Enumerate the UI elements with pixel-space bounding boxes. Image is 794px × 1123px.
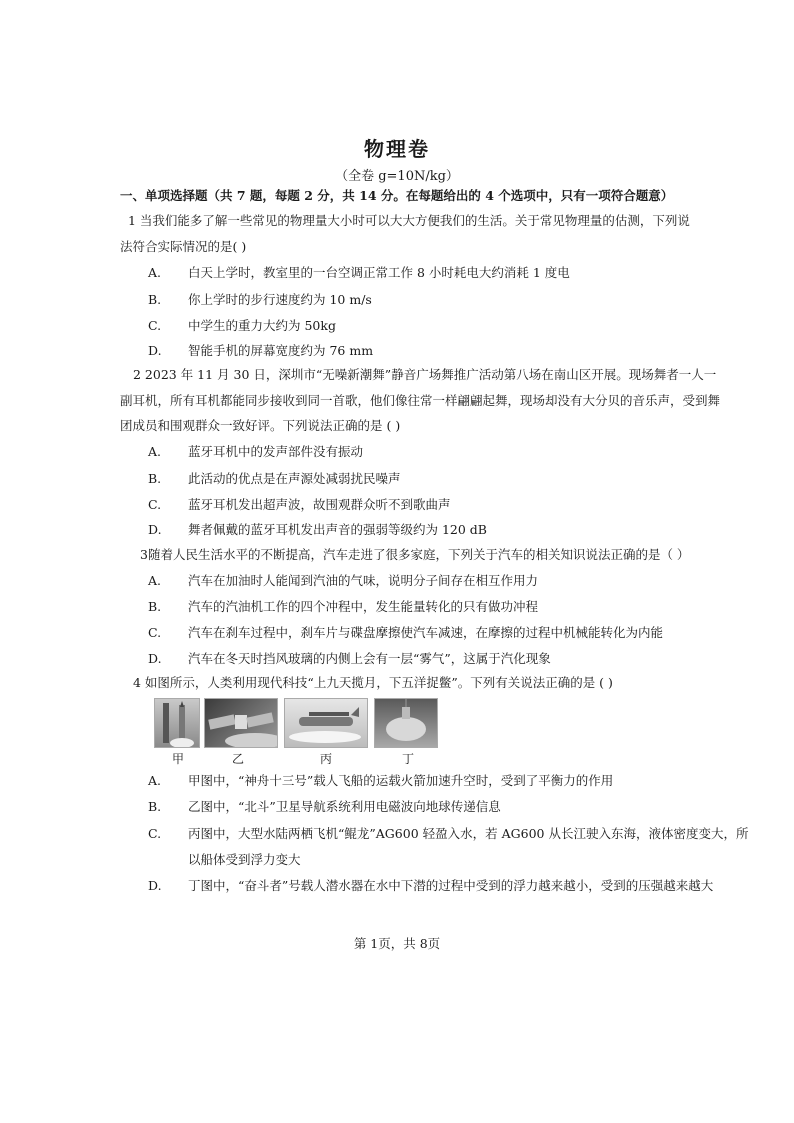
question-2-option-a: A. 蓝牙耳机中的发声部件没有振动: [148, 444, 364, 459]
submersible-image: [374, 698, 438, 748]
question-2-line-2: 副耳机，所有耳机都能同步接收到同一首歌，他们像往常一样翩翩起舞，现场却没有大分贝的音乐声，受到舞: [120, 393, 721, 408]
question-3-option-b: B. 汽车的汽油机工作的四个冲程中，发生能量转化的只有做功冲程: [148, 599, 539, 614]
question-1-option-b: B. 你上学时的步行速度约为 10 m/s: [148, 292, 372, 307]
question-2-line-3: 团成员和围观群众一致好评。下列说法正确的是 ( ): [120, 418, 401, 433]
question-4-option-d: D. 丁图中，“奋斗者”号载人潜水器在水中下潜的过程中受到的浮力越来越小，受到的压强越来越大: [148, 878, 714, 893]
picture-label-ding: 丁: [402, 752, 415, 766]
amphibious-plane-image: [284, 698, 368, 748]
picture-label-bing: 丙: [320, 752, 333, 766]
picture-label-jia: 甲: [172, 752, 185, 766]
question-1-option-a: A. 白天上学时，教室里的一台空调正常工作 8 小时耗电大约消耗 1 度电: [148, 265, 570, 280]
section-heading: 一、单项选择题（共 7 题，每题 2 分，共 14 分。在每题给出的 4 个选项中，只有一项符合题意）: [120, 188, 674, 203]
question-1-line-2: 法符合实际情况的是( ): [120, 239, 247, 254]
page-subtitle: （全卷 g=10N/kg）: [335, 169, 459, 184]
question-2-option-d: D. 舞者佩戴的蓝牙耳机发出声音的强弱等级约为 120 dB: [148, 522, 487, 537]
question-3-option-a: A. 汽车在加油时人能闻到汽油的气味，说明分子间存在相互作用力: [148, 573, 539, 588]
question-3-line-1: 3随着人民生活水平的不断提高，汽车走进了很多家庭，下列关于汽车的相关知识说法正确的是（ ）: [140, 547, 690, 562]
question-4-option-c-continued: 以船体受到浮力变大: [188, 852, 301, 867]
question-3-option-d: D. 汽车在冬天时挡风玻璃的内侧上会有一层“雾气”，这属于汽化现象: [148, 651, 551, 666]
picture-label-yi: 乙: [232, 752, 245, 766]
question-1-option-c: C. 中学生的重力大约为 50kg: [148, 318, 336, 333]
page-title: 物理卷: [364, 137, 430, 161]
question-4-option-b: B. 乙图中，“北斗”卫星导航系统利用电磁波向地球传递信息: [148, 799, 501, 814]
question-1-option-d: D. 智能手机的屏幕宽度约为 76 mm: [148, 343, 374, 358]
question-2-option-c: C. 蓝牙耳机发出超声波，故围观群众听不到歌曲声: [148, 497, 451, 512]
rocket-launch-image: [154, 698, 200, 748]
question-2-line-1: 2 2023 年 11 月 30 日，深圳市“无噪新潮舞”静音广场舞推广活动第八场在南山区开展。现场舞者一人一: [133, 367, 717, 382]
question-1-line-1: 1 当我们能多了解一些常见的物理量大小时可以大大方便我们的生活。关于常见物理量的估测，下列说: [128, 213, 690, 228]
question-4-option-c: C. 丙图中，大型水陆两栖飞机“鲲龙”AG600 轻盈入水，若 AG600 从长江驶入东海，液体密度变大，所: [148, 826, 749, 841]
question-3-option-c: C. 汽车在刹车过程中，刹车片与碟盘摩擦使汽车减速，在摩擦的过程中机械能转化为内能: [148, 625, 664, 640]
question-4-option-a: A. 甲图中，“神舟十三号”载人飞船的运载火箭加速升空时，受到了平衡力的作用: [148, 773, 614, 788]
question-2-option-b: B. 此活动的优点是在声源处减弱扰民噪声: [148, 471, 401, 486]
satellite-image: [204, 698, 278, 748]
question-4-line-1: 4 如图所示，人类利用现代科技“上九天揽月，下五洋捉鳖”。下列有关说法正确的是 ( ): [133, 675, 613, 690]
page-number: 第 1页，共 8页: [353, 936, 441, 951]
